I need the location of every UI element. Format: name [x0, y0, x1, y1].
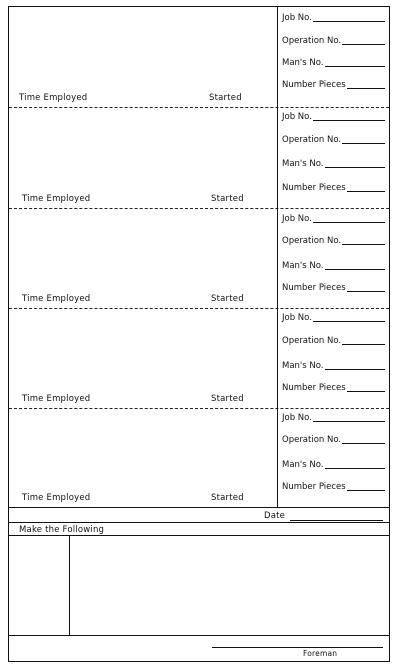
number-pieces-field[interactable]: [282, 181, 385, 193]
time-employed-label: Time Employed: [22, 394, 91, 404]
mans-no-field[interactable]: [282, 157, 385, 169]
operation-no-field[interactable]: [282, 334, 385, 346]
job-no-field[interactable]: [282, 110, 385, 122]
work-entry-section-3: [9, 208, 389, 308]
operation-no-label: Operation No.: [282, 236, 342, 246]
operation-no-label: Operation No.: [282, 36, 342, 46]
operation-no-label: Operation No.: [282, 435, 342, 445]
job-details-area: [277, 7, 389, 107]
job-no-field[interactable]: [282, 11, 385, 23]
operation-no-field[interactable]: [282, 133, 385, 145]
mans-no-label: Man's No.: [282, 460, 324, 470]
started-label: Started: [211, 394, 244, 404]
work-entry-section-4: [9, 308, 389, 408]
job-details-area: [277, 408, 389, 507]
operation-no-field[interactable]: [282, 234, 385, 246]
order-description-column[interactable]: [70, 535, 389, 635]
number-pieces-label: Number Pieces: [282, 80, 346, 90]
number-pieces-label: Number Pieces: [282, 183, 346, 193]
make-following-row: [9, 522, 389, 536]
time-area: [9, 208, 277, 308]
order-quantity-column[interactable]: [9, 535, 69, 635]
job-no-field[interactable]: [282, 311, 385, 323]
job-no-label: Job No.: [282, 13, 312, 23]
time-area: [9, 308, 277, 408]
operation-no-field[interactable]: [282, 34, 385, 46]
operation-no-label: Operation No.: [282, 336, 342, 346]
job-details-area: [277, 308, 389, 408]
operation-no-field[interactable]: [282, 433, 385, 445]
started-label: Started: [211, 194, 244, 204]
work-entry-section-5: [9, 408, 389, 507]
job-details-area: [277, 208, 389, 308]
operation-no-label: Operation No.: [282, 135, 342, 145]
time-employed-label: Time Employed: [22, 194, 91, 204]
time-area: [9, 107, 277, 208]
number-pieces-field[interactable]: [282, 480, 385, 492]
mans-no-field[interactable]: [282, 259, 385, 271]
time-employed-label: Time Employed: [22, 294, 91, 304]
mans-no-label: Man's No.: [282, 58, 324, 68]
date-label: Date: [264, 511, 286, 521]
job-no-label: Job No.: [282, 313, 312, 323]
number-pieces-field[interactable]: [282, 281, 385, 293]
foreman-row: [9, 635, 389, 661]
job-no-field[interactable]: [282, 212, 385, 224]
job-no-field[interactable]: [282, 411, 385, 423]
foreman-label: Foreman: [303, 649, 338, 658]
foreman-signature-line[interactable]: [212, 647, 383, 648]
number-pieces-field[interactable]: [282, 381, 385, 393]
job-no-label: Job No.: [282, 413, 312, 423]
started-label: Started: [211, 493, 244, 503]
date-row: [9, 507, 389, 523]
mans-no-label: Man's No.: [282, 361, 324, 371]
date-field[interactable]: [290, 520, 383, 521]
job-ticket-form: [8, 6, 390, 662]
time-employed-label: Time Employed: [19, 93, 88, 103]
time-area: [9, 7, 277, 107]
job-no-label: Job No.: [282, 214, 312, 224]
work-entry-section-1: [9, 7, 389, 107]
make-following-label: Make the Following: [19, 525, 105, 535]
job-details-area: [277, 107, 389, 208]
number-pieces-label: Number Pieces: [282, 383, 346, 393]
started-label: Started: [209, 93, 242, 103]
work-entry-section-2: [9, 107, 389, 208]
mans-no-field[interactable]: [282, 458, 385, 470]
number-pieces-field[interactable]: [282, 78, 385, 90]
mans-no-label: Man's No.: [282, 159, 324, 169]
number-pieces-label: Number Pieces: [282, 283, 346, 293]
mans-no-field[interactable]: [282, 359, 385, 371]
job-no-label: Job No.: [282, 112, 312, 122]
time-area: [9, 408, 277, 507]
mans-no-field[interactable]: [282, 56, 385, 68]
mans-no-label: Man's No.: [282, 261, 324, 271]
time-employed-label: Time Employed: [22, 493, 91, 503]
number-pieces-label: Number Pieces: [282, 482, 346, 492]
started-label: Started: [211, 294, 244, 304]
